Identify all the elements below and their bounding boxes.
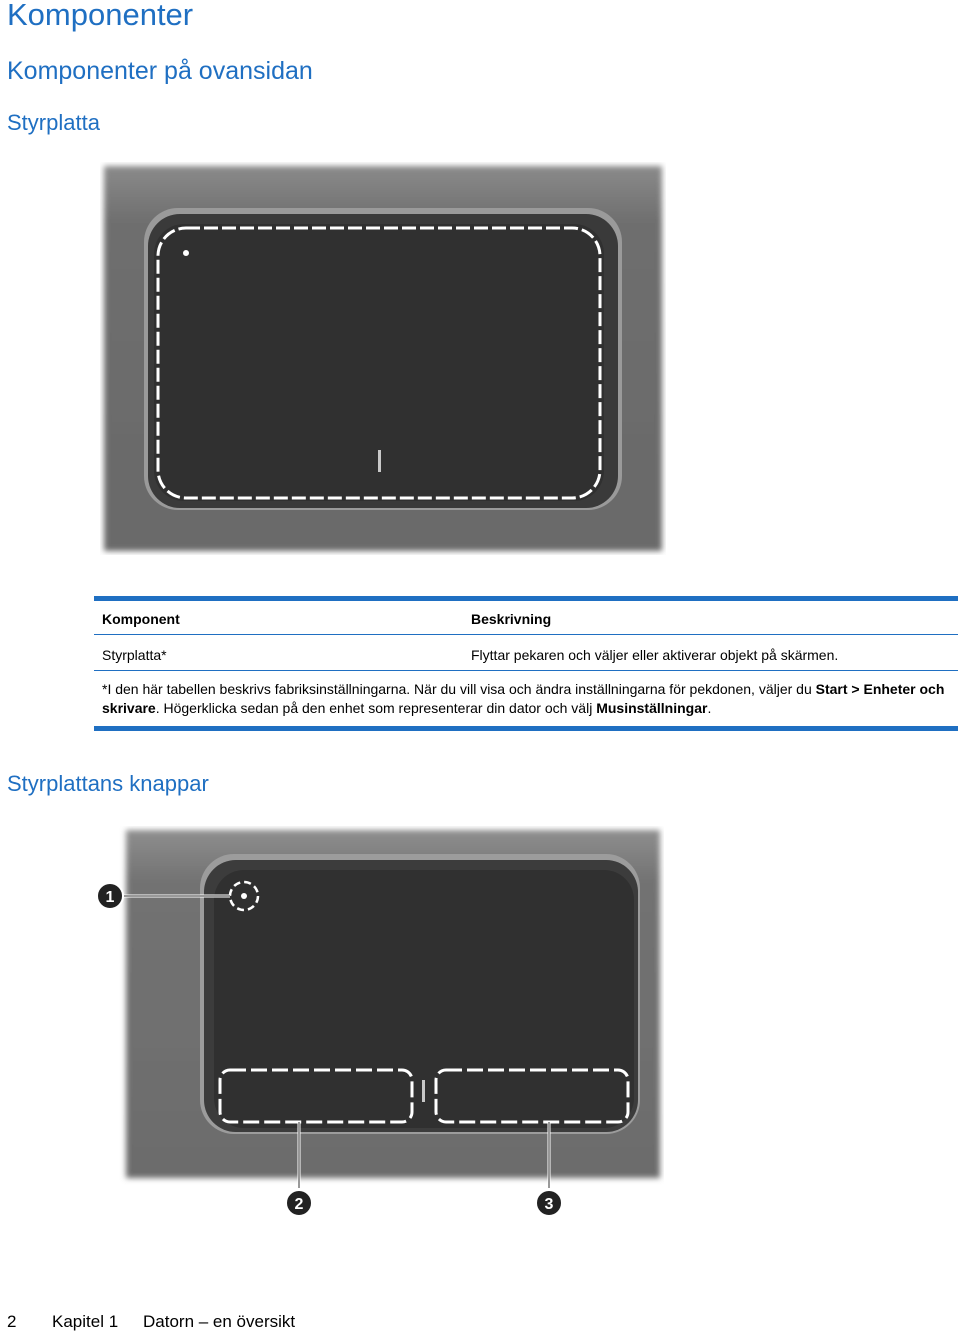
callout-1-label: 1 <box>105 889 115 906</box>
table-cell-description: Flyttar pekaren och väljer eller aktiverar objekt på skärmen. <box>471 647 839 663</box>
table-header-component: Komponent <box>102 611 180 627</box>
table-row-rule <box>94 670 958 671</box>
touchpad-buttons-figure <box>92 826 664 1222</box>
footnote-text-2: . Högerklicka sedan på den enhet som representerar din dator och välj <box>155 700 597 716</box>
touchpad-figure <box>100 162 666 555</box>
scroll-zone-marker-icon <box>378 450 381 472</box>
callout-3-label: 3 <box>544 1196 554 1213</box>
table-top-rule <box>94 596 958 601</box>
footnote-bold-1: Start > Enheter och skrivare <box>102 681 945 716</box>
section-title: Komponenter på ovansidan <box>7 57 313 85</box>
footnote-text-1: *I den här tabellen beskrivs fabriksinställningarna. När du vill visa och ändra inställningarna för pekdonen, väljer du <box>102 681 816 697</box>
table-cell-component: Styrplatta* <box>102 647 167 663</box>
callout-2-label: 2 <box>294 1196 304 1213</box>
touchpad-buttons-illustration <box>92 826 664 1222</box>
footnote-bold-2: Musinställningar <box>596 700 708 716</box>
chapter-title: Komponenter <box>7 0 194 32</box>
table-bottom-rule <box>94 726 958 731</box>
footer-chapter-label: Kapitel 1 <box>52 1312 119 1331</box>
table-footnote <box>102 680 952 718</box>
callout-3 <box>536 1190 562 1216</box>
footnote-text-3: . <box>707 700 712 716</box>
page-number: 2 <box>7 1312 17 1331</box>
touchpad-illustration <box>100 162 666 555</box>
table-header-rule <box>94 634 958 635</box>
callout-2 <box>286 1190 312 1216</box>
subsection-title-touchpad: Styrplatta <box>7 110 100 135</box>
subsection-title-buttons: Styrplattans knappar <box>7 771 209 796</box>
callout-1 <box>97 883 123 909</box>
touchpad-light-icon <box>183 250 189 256</box>
footer-chapter-name: Datorn – en översikt <box>143 1312 296 1331</box>
button-divider-marker-icon <box>422 1080 425 1102</box>
table-header-description: Beskrivning <box>471 611 552 627</box>
